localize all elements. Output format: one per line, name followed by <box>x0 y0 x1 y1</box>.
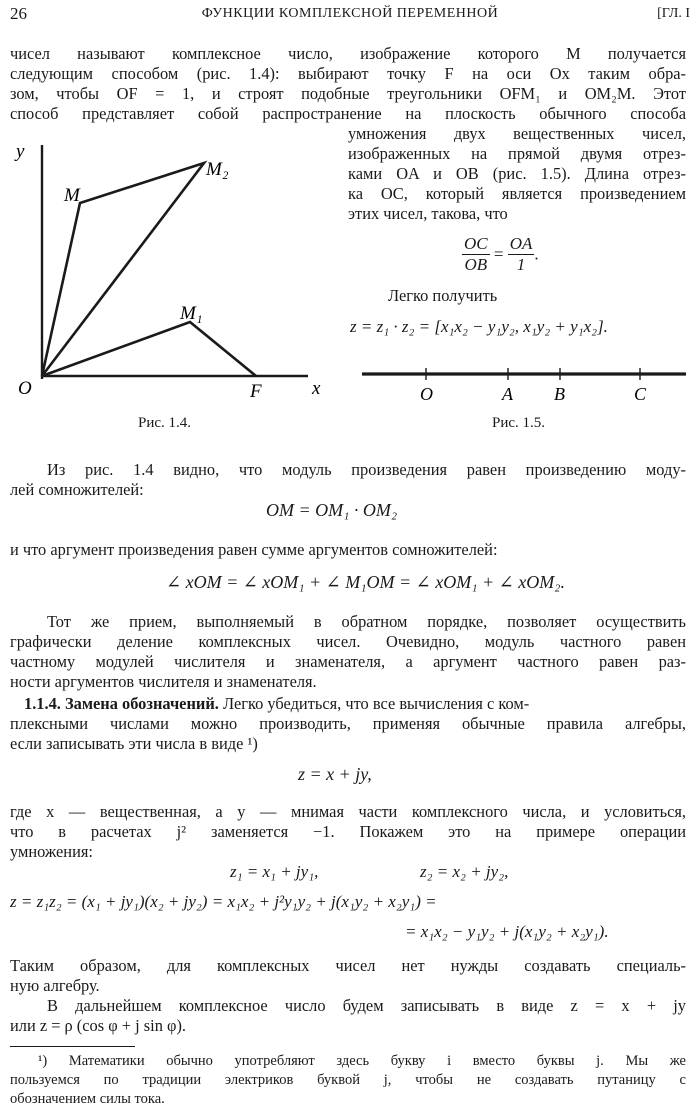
text-line: где x — вещественная, а y — мнимая части комплексного числа, и условиться, <box>10 802 686 821</box>
text-line: если записывать эти числа в виде ¹) <box>10 734 258 753</box>
modulus-formula: OM = OM₁ · OM₂ <box>266 500 398 520</box>
fig15-label-c: C <box>634 384 647 404</box>
fig14-label-m2: M₂ <box>206 159 229 180</box>
chapter-label: [ГЛ. I <box>657 6 690 21</box>
text-line: следующим способом (рис. 1.4): выбирают точку F на оси Ox таким обра- <box>10 64 686 83</box>
text-line: и что аргумент произведения равен сумме аргументов сомножителей: <box>10 540 498 559</box>
running-header <box>10 4 690 28</box>
text-line: способ представляет собой распространение на плоскость обычного способа <box>10 104 686 123</box>
text-line: частному модулей числителя и знаменателя, а аргумент частного равен раз- <box>10 652 686 671</box>
fig14-label-o: O <box>18 378 32 399</box>
text-line: ности аргументов числителя и знаменателя. <box>10 672 317 691</box>
figure-1-4 <box>8 135 338 400</box>
text-line: умножения двух вещественных чисел, <box>348 124 686 143</box>
fig14-label-m: M <box>64 185 80 206</box>
ratio-formula: $\frac{OC}{OB}$ = $\frac{OA}{1}$ . <box>464 234 539 274</box>
fig15-label-a: A <box>502 384 513 404</box>
fig15-caption: Рис. 1.5. <box>492 415 546 431</box>
mult-formula-1: z = z₁z₂ = (x₁ + jy₁)(x₂ + jy₂) = x₁x₂ + j²y₁y₂ + j(x₁y₂ + x₂y₁) = <box>10 892 437 911</box>
z2-formula: z₂ = x₂ + jy₂, <box>420 862 509 881</box>
footnote-line: обозначением силы тока. <box>10 1091 165 1107</box>
section-title: 1.1.4. Замена обозначений. <box>24 694 219 713</box>
fig14-label-f: F <box>250 381 262 400</box>
frac-oc: OC <box>464 234 488 253</box>
fig14-label-m1: M₁ <box>180 303 203 324</box>
text-line: плексными числами можно производить, применяя обычные правила алгебры, <box>10 714 686 733</box>
z1-formula: z₁ = x₁ + jy₁, <box>230 862 319 881</box>
text-line: Из рис. 1.4 видно, что модуль произведения равен произведению моду- <box>47 460 686 479</box>
text-run: Легко убедиться, что все вычисления с ком- <box>223 694 530 713</box>
fig14-label-y: y <box>16 141 25 162</box>
frac-ob: OB <box>464 255 488 274</box>
argument-formula: ∠ xOM = ∠ xOM₁ + ∠ M₁OM = ∠ xOM₁ + ∠ xOM₂. <box>166 572 565 592</box>
fig14-label-x: x <box>312 378 321 399</box>
section-heading-line <box>24 694 529 714</box>
footnote-line: пользуемся по традиции электриков буквой j, чтобы не создавать путаницу с <box>10 1072 686 1088</box>
text-line: изображенных на прямой двумя отрез- <box>348 144 686 163</box>
text-line: В дальнейшем комплексное число будем записывать в виде z = x + jy <box>47 996 686 1015</box>
fig15-label-b: B <box>554 384 565 404</box>
product-formula: z = z₁ · z₂ = [x₁x₂ − y₁y₂, x₁y₂ + y₁x₂]. <box>350 317 608 336</box>
mult-formula-2: = x₁x₂ − y₁y₂ + j(x₁y₂ + x₂y₁). <box>405 922 609 941</box>
text-line: графически деление комплексных чисел. Очевидно, модуль частного равен <box>10 632 686 651</box>
text-line: что в расчетах j² заменяется −1. Покажем это на примере операции <box>10 822 686 841</box>
text-line: ка OC, который является произведением <box>348 184 686 203</box>
text-line: или z = ρ (cos φ + j sin φ). <box>10 1016 187 1035</box>
text-line: чисел называют комплексное число, изображение которого M получается <box>10 44 686 63</box>
text-line: умножения: <box>10 842 93 861</box>
footnote-rule <box>10 1046 135 1047</box>
frac-one: 1 <box>516 255 526 274</box>
fig14-caption: Рис. 1.4. <box>138 415 192 431</box>
text-line: ками OA и OB (рис. 1.5). Длина отрез- <box>348 164 686 183</box>
text-line: Таким образом, для комплексных чисел нет нужды создавать специаль- <box>10 956 686 975</box>
text-line: этих чисел, такова, что <box>348 204 508 223</box>
figure-1-5 <box>360 362 690 406</box>
page-number: 26 <box>10 4 27 23</box>
text-line: Легко получить <box>388 286 498 305</box>
running-title: ФУНКЦИИ КОМПЛЕКСНОЙ ПЕРЕМЕННОЙ <box>201 6 499 21</box>
text-line: зом, чтобы OF = 1, и строят подобные треугольники OFM₁ и OM₂M. Этот <box>10 84 686 103</box>
text-line: ную алгебру. <box>10 976 100 995</box>
text-line: лей сомножителей: <box>10 480 144 499</box>
fig15-label-o: O <box>420 384 433 404</box>
text-line: Тот же прием, выполняемый в обратном порядке, позволяет осуществить <box>47 612 686 631</box>
footnote-line: ¹) Математики обычно употребляют здесь букву i вместо буквы j. Мы же <box>38 1053 686 1069</box>
z-form-formula: z = x + jy, <box>298 764 372 784</box>
frac-oa: OA <box>509 234 533 253</box>
